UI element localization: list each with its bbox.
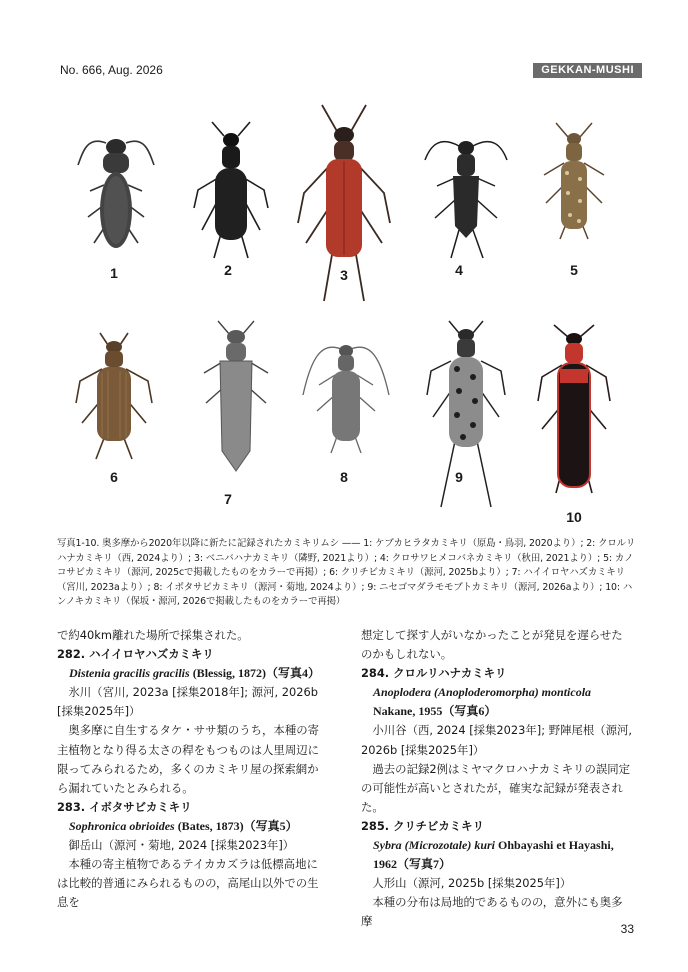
plate-label-3: 3 [340,267,348,283]
specimen-1-image [76,125,156,255]
specimen-5-image [534,123,614,243]
species-284-scientific-name: Anoplodera (Anoploderomorpha) monticola Nakane, 1955（写真6） [373,685,592,719]
species-283-scientific-name: Sophronica obrioides (Bates, 1873)（写真5） [69,818,298,833]
species-283-heading: 283. イボタサビカミキリ [57,799,192,814]
species-284-body: 過去の記録2例はミヤマクロハナカミキリの誤同定の可能性が高いとされたが，確実な記録が発表された。 [361,761,631,814]
plate-label-6: 6 [110,469,118,485]
species-284-heading: 284. クロルリハナカミキリ [361,666,507,681]
species-283-body: 本種の寄主植物であるテイカカズラは低標高地には比較的普通にみられるものの，高尾山以外での生息を [57,857,319,910]
species-282-scientific-name: Distenia gracilis gracilis (Blessig, 1872)（写真4） [69,666,321,681]
specimen-7-image [196,321,276,481]
species-282-body: 奥多摩に自生するタケ・ササ類のうち，本種の寄主植物となり得る太さの稈をもつものは人里周辺に限ってみられるため，多くのカミキリ屋の探索網から漏れていたとみられる。 [57,723,319,795]
plate-label-5: 5 [570,262,578,278]
species-284-record: 小川谷（西, 2024 [採集2023年]; 野陣尾根（源河, 2026b [採集2025年]） [361,723,633,757]
species-285-record: 人形山（源河, 2025b [採集2025年]） [372,876,572,891]
specimen-plate [56,95,646,530]
continued-text: 想定して探す人がいなかったことが発見を遅らせたのかもしれない。 [361,628,623,662]
intro-text: で約40km離れた場所で採集された。 [57,628,249,642]
plate-label-2: 2 [224,262,232,278]
species-285-heading: 285. クリチビカミキリ [361,818,484,833]
journal-badge: GEKKAN-MUSHI [533,63,642,78]
plate-label-9: 9 [455,469,463,485]
plate-label-1: 1 [110,265,118,281]
issue-label: No. 666, Aug. 2026 [60,63,163,77]
species-285-body: 本種の分布は局地的であるものの，意外にも奥多摩 [361,895,623,929]
species-285-scientific-name: Sybra (Microzotale) kuri Ohbayashi et Hayashi, 1962（写真7） [373,838,614,872]
plate-label-10: 10 [566,509,582,525]
specimen-2-image [186,120,276,260]
figure-caption: 写真1-10. 奥多摩から2020年以降に新たに記録されたカミキリムシ —— 1: ケブカヒラタカミキリ（原島・鳥羽, 2020より）; 2: クロルリハナカミキリ（西, 2024より）; 3: ベニバハナカミキリ（隣野, 2021より）; 4: クロサワヒメコバネカミキリ（秋田, 2021より）; 5: カノコサビカミキリ（源河, 2025cで掲載したものをカラーで再掲）; 6: クリチビカミキリ（源河, 2025bより）; 7: ハイイロヤハズカミキリ（宮川, 2023aより）; 8: イボタサビカミキリ（源河・菊地, 2024より）; 9: ニセゴマダラモモブトカミキリ（源河, 2026aより）; 10: ハンノキカミキリ（保坂・源河, 2026で掲載したものをカラーで再掲） [57,538,636,608]
plate-label-4: 4 [455,262,463,278]
species-283-record: 御岳山（源河・菊地, 2024 [採集2023年]） [68,838,295,853]
right-column [361,626,633,932]
plate-label-7: 7 [224,491,232,507]
specimen-8-image [301,335,391,455]
species-282-heading: 282. ハイイロヤハズカミキリ [57,647,214,662]
specimen-4-image [421,130,511,260]
specimen-10-image [534,325,614,505]
left-column [57,626,329,912]
plate-label-8: 8 [340,469,348,485]
page-number: 33 [620,922,634,936]
species-282-record: 氷川（宮川, 2023a [採集2018年]; 源河, 2026b [採集2025年]） [57,685,318,719]
specimen-6-image [72,333,156,463]
